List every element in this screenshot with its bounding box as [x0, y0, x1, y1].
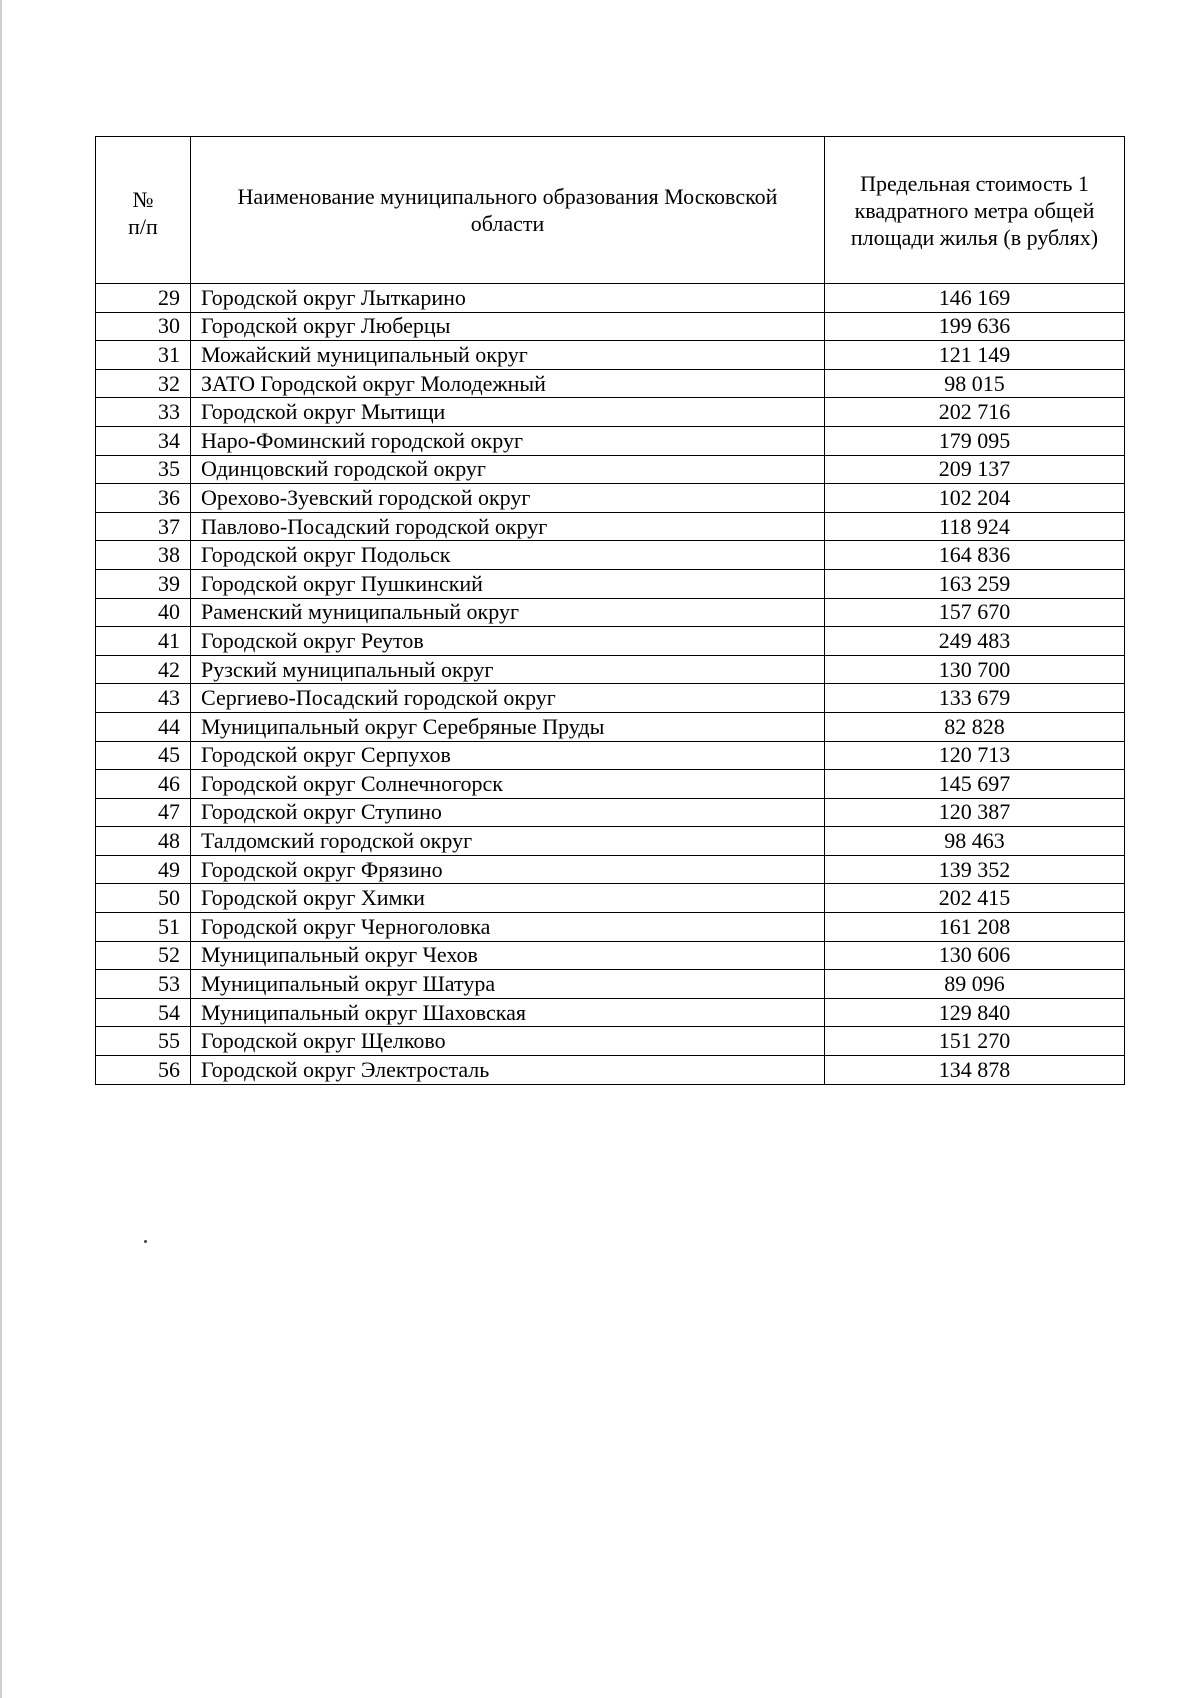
table-row [96, 512, 1125, 541]
table-row [96, 455, 1125, 484]
municipality-name: Городской округ Мытищи [191, 398, 825, 427]
table-row [96, 426, 1125, 455]
table-row [96, 398, 1125, 427]
municipality-name: Муниципальный округ Серебряные Пруды [191, 712, 825, 741]
header-price-text: Предельная стоимость 1 квадратного метра общей площади жилья (в рублях) [850, 170, 1099, 250]
row-number: 41 [96, 627, 191, 656]
municipality-name: Раменский муниципальный округ [191, 598, 825, 627]
municipality-name: Павлово-Посадский городской округ [191, 512, 825, 541]
table-row [96, 341, 1125, 370]
price-value: 134 878 [825, 1056, 1125, 1085]
row-number: 30 [96, 312, 191, 341]
price-value: 121 149 [825, 341, 1125, 370]
row-number: 29 [96, 284, 191, 313]
price-value: 163 259 [825, 569, 1125, 598]
municipality-name: Городской округ Черноголовка [191, 913, 825, 942]
price-value: 130 700 [825, 655, 1125, 684]
row-number: 35 [96, 455, 191, 484]
municipality-name: Одинцовский городской округ [191, 455, 825, 484]
municipality-name: Наро-Фоминский городской округ [191, 426, 825, 455]
row-number: 50 [96, 884, 191, 913]
row-number: 52 [96, 941, 191, 970]
header-number [96, 137, 191, 284]
municipality-name: Сергиево-Посадский городской округ [191, 684, 825, 713]
municipality-name: Городской округ Реутов [191, 627, 825, 656]
row-number: 53 [96, 970, 191, 999]
municipality-name: Городской округ Солнечногорск [191, 770, 825, 799]
header-name-text: Наименование муниципального образования Московской области [237, 184, 778, 236]
table-row [96, 369, 1125, 398]
table-row [96, 541, 1125, 570]
row-number: 55 [96, 1027, 191, 1056]
municipality-name: Городской округ Электросталь [191, 1056, 825, 1085]
table-row [96, 741, 1125, 770]
municipality-name: ЗАТО Городской округ Молодежный [191, 369, 825, 398]
row-number: 43 [96, 684, 191, 713]
municipality-name: Можайский муниципальный округ [191, 341, 825, 370]
table-row [96, 855, 1125, 884]
table-row [96, 998, 1125, 1027]
municipality-name: Городской округ Химки [191, 884, 825, 913]
price-value: 202 415 [825, 884, 1125, 913]
row-number: 40 [96, 598, 191, 627]
row-number: 48 [96, 827, 191, 856]
price-value: 157 670 [825, 598, 1125, 627]
municipality-name: Орехово-Зуевский городской округ [191, 484, 825, 513]
row-number: 51 [96, 913, 191, 942]
municipality-name: Рузский муниципальный округ [191, 655, 825, 684]
scan-speck [144, 1240, 147, 1243]
municipality-name: Муниципальный округ Шаховская [191, 998, 825, 1027]
municipality-name: Городской округ Пушкинский [191, 569, 825, 598]
municipality-name: Городской округ Ступино [191, 798, 825, 827]
price-value: 145 697 [825, 770, 1125, 799]
table-row [96, 770, 1125, 799]
row-number: 37 [96, 512, 191, 541]
price-table [95, 136, 1125, 1085]
row-number: 45 [96, 741, 191, 770]
table-row [96, 1056, 1125, 1085]
row-number: 31 [96, 341, 191, 370]
municipality-name: Муниципальный округ Шатура [191, 970, 825, 999]
header-number-text: № п/п [128, 187, 158, 239]
row-number: 38 [96, 541, 191, 570]
table-header-row [96, 137, 1125, 284]
municipality-name: Талдомский городской округ [191, 827, 825, 856]
table-row [96, 312, 1125, 341]
price-value: 118 924 [825, 512, 1125, 541]
price-value: 249 483 [825, 627, 1125, 656]
price-value: 202 716 [825, 398, 1125, 427]
row-number: 39 [96, 569, 191, 598]
row-number: 49 [96, 855, 191, 884]
header-price [825, 137, 1125, 284]
price-value: 89 096 [825, 970, 1125, 999]
price-value: 151 270 [825, 1027, 1125, 1056]
row-number: 56 [96, 1056, 191, 1085]
price-value: 199 636 [825, 312, 1125, 341]
table-row [96, 598, 1125, 627]
price-value: 130 606 [825, 941, 1125, 970]
table-body [96, 284, 1125, 1085]
price-value: 129 840 [825, 998, 1125, 1027]
municipality-name: Городской округ Подольск [191, 541, 825, 570]
table-row [96, 913, 1125, 942]
page-edge [0, 0, 2, 1698]
row-number: 42 [96, 655, 191, 684]
municipality-name: Городской округ Лыткарино [191, 284, 825, 313]
table-row [96, 827, 1125, 856]
row-number: 47 [96, 798, 191, 827]
table-row [96, 970, 1125, 999]
price-value: 98 463 [825, 827, 1125, 856]
table-row [96, 484, 1125, 513]
price-value: 133 679 [825, 684, 1125, 713]
price-value: 161 208 [825, 913, 1125, 942]
table-row [96, 712, 1125, 741]
municipality-name: Муниципальный округ Чехов [191, 941, 825, 970]
price-value: 120 387 [825, 798, 1125, 827]
row-number: 54 [96, 998, 191, 1027]
price-value: 120 713 [825, 741, 1125, 770]
municipality-name: Городской округ Люберцы [191, 312, 825, 341]
table-row [96, 655, 1125, 684]
price-value: 209 137 [825, 455, 1125, 484]
price-value: 139 352 [825, 855, 1125, 884]
row-number: 36 [96, 484, 191, 513]
price-value: 164 836 [825, 541, 1125, 570]
table-row [96, 569, 1125, 598]
row-number: 33 [96, 398, 191, 427]
municipality-name: Городской округ Фрязино [191, 855, 825, 884]
table-row [96, 627, 1125, 656]
price-value: 82 828 [825, 712, 1125, 741]
row-number: 32 [96, 369, 191, 398]
row-number: 34 [96, 426, 191, 455]
price-value: 146 169 [825, 284, 1125, 313]
table-row [96, 884, 1125, 913]
table-row [96, 941, 1125, 970]
municipality-name: Городской округ Серпухов [191, 741, 825, 770]
table-row [96, 1027, 1125, 1056]
header-municipality-name [191, 137, 825, 284]
price-value: 102 204 [825, 484, 1125, 513]
table-row [96, 798, 1125, 827]
table-row [96, 284, 1125, 313]
row-number: 46 [96, 770, 191, 799]
municipality-name: Городской округ Щелково [191, 1027, 825, 1056]
row-number: 44 [96, 712, 191, 741]
price-value: 179 095 [825, 426, 1125, 455]
price-value: 98 015 [825, 369, 1125, 398]
table-row [96, 684, 1125, 713]
